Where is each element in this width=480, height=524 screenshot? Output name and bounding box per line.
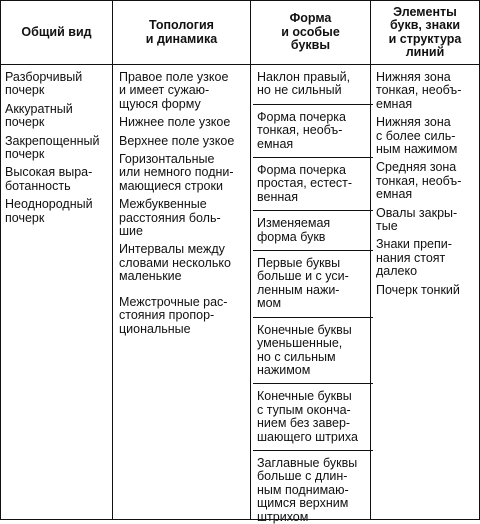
table-cell: Интервалы между словами несколько маленькие xyxy=(119,242,231,284)
table-cell: Горизонтальные или немного подни- мающиеся строки xyxy=(119,152,234,193)
column-form-letters xyxy=(257,71,367,524)
table-cell: Форма почерка простая, естест- венная xyxy=(257,163,353,204)
table-cell: Первые буквы больше и с уси- ленным нажи- мом xyxy=(257,256,349,311)
table-cell: Разборчивый почерк xyxy=(5,70,83,98)
cell-divider xyxy=(253,157,373,158)
header-topology: Топология и динамика xyxy=(145,18,218,46)
header-divider xyxy=(1,64,479,65)
header-form-letters: Форма и особые буквы xyxy=(281,11,340,53)
cell-divider xyxy=(253,250,373,251)
table-cell: Конечные буквы уменьшенные, но с сильным нажимом xyxy=(257,322,352,377)
table-cell: Правое поле узкое и имеет сужаю- щуюся форму xyxy=(119,70,229,111)
table-cell: Овалы закры- тые xyxy=(376,205,458,234)
table-cell: Закрепощенный почерк xyxy=(5,133,100,162)
column-topology xyxy=(119,71,247,341)
table-cell: Изменяемая форма букв xyxy=(257,216,331,244)
cell-divider xyxy=(253,383,373,384)
table-cell: Наклон правый, но не сильный xyxy=(257,70,351,98)
column-divider xyxy=(370,1,371,519)
table-cell: Средняя зона тонкая, необъ- емная xyxy=(376,160,462,202)
table-cell: Заглавные буквы больше с длин- ным поднимаю- щимся верхним штрихом xyxy=(257,455,358,524)
table-cell: Конечные буквы с тупым оконча- нием без завер- шающего штриха xyxy=(257,389,358,444)
table-cell: Межстрочные рас- стояния пропор- циональные xyxy=(119,294,228,336)
table-cell: Нижнее поле узкое xyxy=(119,115,231,130)
column-divider xyxy=(112,1,113,519)
header-letter-elements: Элементы букв, знаки и структура линий xyxy=(388,4,462,59)
column-letter-elements xyxy=(376,71,478,302)
cell-divider xyxy=(253,210,373,211)
table-cell: Верхнее поле узкое xyxy=(119,133,235,148)
header-general-view: Общий вид xyxy=(21,24,92,39)
table-cell: Неоднородный почерк xyxy=(5,197,93,225)
cell-divider xyxy=(253,317,373,318)
table-cell: Нижняя зона с более силь- ным нажимом xyxy=(376,115,458,157)
table-cell: Аккуратный почерк xyxy=(5,101,73,130)
table-cell: Почерк тонкий xyxy=(376,282,460,297)
cell-divider xyxy=(253,450,373,451)
table-cell: Высокая выра- ботанность xyxy=(5,165,93,193)
table-cell: Знаки препи- нания стоят далеко xyxy=(376,237,452,279)
table-cell: Форма почерка тонкая, необъ- емная xyxy=(257,109,346,151)
cell-divider xyxy=(253,104,373,105)
column-divider xyxy=(250,1,251,519)
table-cell: Нижняя зона тонкая, необъ- емная xyxy=(376,70,462,111)
column-general-view xyxy=(5,71,109,230)
table-cell: Межбуквенные расстояния боль- шие xyxy=(119,197,221,239)
